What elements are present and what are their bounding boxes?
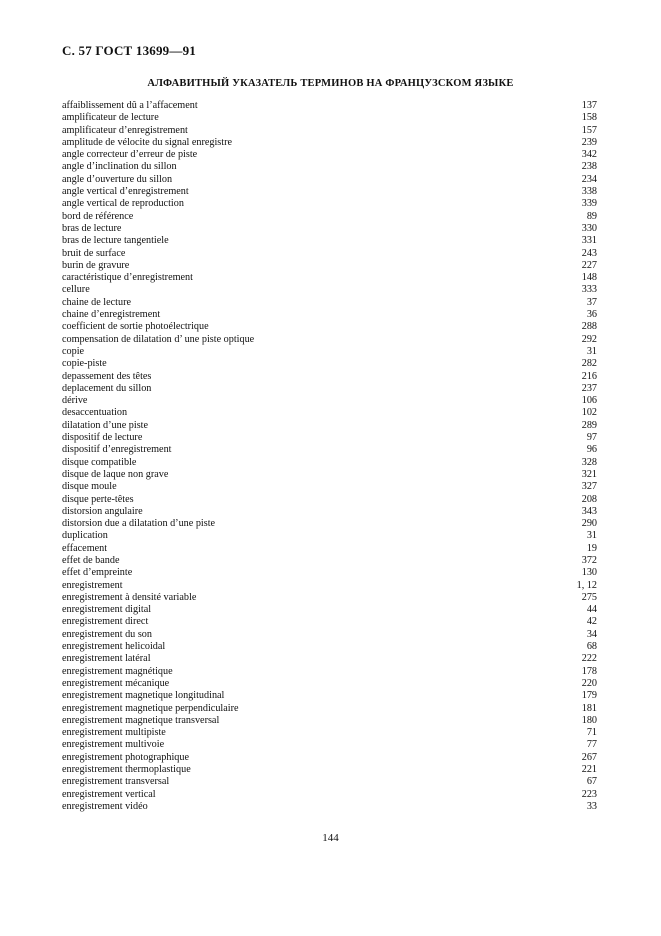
index-entry <box>62 334 597 346</box>
index-term-number: 328 <box>581 456 597 468</box>
index-term-number: 239 <box>581 136 597 148</box>
index-term-number: 282 <box>581 358 597 370</box>
index-term: burin de gravure <box>62 259 130 271</box>
index-entry <box>62 125 597 137</box>
index-term: enregistrement vidéo <box>62 800 148 812</box>
index-term-number: 216 <box>581 370 597 382</box>
index-entry <box>62 149 597 161</box>
index-term: enregistrement thermoplastique <box>62 764 191 776</box>
index-entry <box>62 383 597 395</box>
index-term: enregistrement latéral <box>62 653 151 665</box>
index-entry <box>62 727 597 739</box>
index-term: enregistrement direct <box>62 616 149 628</box>
index-entry <box>62 801 597 813</box>
index-term: enregistrement multivoie <box>62 739 165 751</box>
index-term-number: 180 <box>581 714 597 726</box>
index-term-number: 44 <box>586 604 597 616</box>
index-term-number: 223 <box>581 788 597 800</box>
index-term-number: 227 <box>581 259 597 271</box>
index-entry <box>62 764 597 776</box>
index-term: enregistrement photographique <box>62 751 190 763</box>
index-term: disque perte-têtes <box>62 493 134 505</box>
index-term-number: 343 <box>581 505 597 517</box>
index-term-number: 220 <box>581 677 597 689</box>
index-entry <box>62 100 597 112</box>
index-term-number: 71 <box>586 727 597 739</box>
index-entry <box>62 739 597 751</box>
index-term: enregistrement du son <box>62 628 152 640</box>
index-term-number: 289 <box>581 419 597 431</box>
index-term: enregistrement mécanique <box>62 677 170 689</box>
index-entry <box>62 432 597 444</box>
index-term: copie <box>62 345 85 357</box>
index-entry <box>62 420 597 432</box>
index-entry <box>62 653 597 665</box>
index-term-number: 288 <box>581 321 597 333</box>
index-term-number: 372 <box>581 554 597 566</box>
index-entry <box>62 678 597 690</box>
index-entry <box>62 272 597 284</box>
index-term-number: 37 <box>586 296 597 308</box>
index-term: compensation de dilatation d’ une piste optique <box>62 333 255 345</box>
index-term-number: 331 <box>581 235 597 247</box>
index-term-number: 89 <box>586 210 597 222</box>
index-entry <box>62 198 597 210</box>
index-entry <box>62 506 597 518</box>
index-term-number: 34 <box>586 628 597 640</box>
index-term: chaine de lecture <box>62 296 132 308</box>
index-entry <box>62 284 597 296</box>
index-entry <box>62 592 597 604</box>
index-term-number: 221 <box>581 764 597 776</box>
index-term-number: 33 <box>586 800 597 812</box>
index-entry <box>62 494 597 506</box>
index-term: disque compatible <box>62 456 137 468</box>
index-term-number: 275 <box>581 591 597 603</box>
index-entry <box>62 346 597 358</box>
index-term: angle d’ouverture du sillon <box>62 173 173 185</box>
index-term-number: 222 <box>581 653 597 665</box>
index-term: enregistrement helicoidal <box>62 641 166 653</box>
index-term-number: 234 <box>581 173 597 185</box>
index-entry <box>62 715 597 727</box>
index-term-number: 179 <box>581 690 597 702</box>
index-entry <box>62 518 597 530</box>
index-entry <box>62 616 597 628</box>
index-term: dispositif d’enregistrement <box>62 444 172 456</box>
index-term: copie-piste <box>62 358 107 370</box>
index-term-number: 158 <box>581 112 597 124</box>
term-index-list <box>62 100 597 813</box>
index-entry <box>62 752 597 764</box>
index-term: affaiblissement dû a l’affacement <box>62 100 198 111</box>
index-term-number: 130 <box>581 567 597 579</box>
index-term: angle vertical d’enregistrement <box>62 186 189 198</box>
index-term: dérive <box>62 395 88 407</box>
index-term-number: 77 <box>586 739 597 751</box>
index-entry <box>62 161 597 173</box>
index-entry <box>62 371 597 383</box>
index-term-number: 137 <box>581 100 597 111</box>
index-term: enregistrement magnetique transversal <box>62 714 220 726</box>
index-entry <box>62 481 597 493</box>
index-entry <box>62 211 597 223</box>
index-term: distorsion due a dilatation d’une piste <box>62 518 216 530</box>
index-term-number: 292 <box>581 333 597 345</box>
index-term-number: 237 <box>581 382 597 394</box>
index-term: cellure <box>62 284 90 296</box>
index-term-number: 330 <box>581 222 597 234</box>
index-entry <box>62 666 597 678</box>
index-entry <box>62 543 597 555</box>
index-term-number: 290 <box>581 518 597 530</box>
index-term-number: 31 <box>586 345 597 357</box>
index-entry <box>62 555 597 567</box>
index-term-number: 157 <box>581 124 597 136</box>
index-term-number: 67 <box>586 776 597 788</box>
index-term: effet d’empreinte <box>62 567 133 579</box>
index-term: duplication <box>62 530 108 542</box>
index-entry <box>62 703 597 715</box>
page-header: С. 57 ГОСТ 13699—91 <box>62 43 196 58</box>
index-term: effacement <box>62 542 108 554</box>
index-entry <box>62 530 597 542</box>
index-term: desaccentuation <box>62 407 128 419</box>
index-term: dilatation d’une piste <box>62 419 149 431</box>
index-entry <box>62 309 597 321</box>
index-term: enregistrement transversal <box>62 776 170 788</box>
index-term: deplacement du sillon <box>62 382 152 394</box>
index-term: enregistrement multipiste <box>62 727 166 739</box>
index-entry <box>62 629 597 641</box>
index-term: bras de lecture tangentiele <box>62 235 169 247</box>
index-term-number: 96 <box>586 444 597 456</box>
index-term-number: 1, 12 <box>576 579 597 591</box>
index-entry <box>62 789 597 801</box>
index-entry <box>62 112 597 124</box>
index-term: caractéristique d’enregistrement <box>62 272 193 284</box>
index-term-number: 238 <box>581 161 597 173</box>
index-term: enregistrement à densité variable <box>62 591 197 603</box>
index-term: angle vertical de reproduction <box>62 198 184 210</box>
index-entry <box>62 776 597 788</box>
index-entry <box>62 260 597 272</box>
index-term-number: 339 <box>581 198 597 210</box>
index-term: amplitude de vélocite du signal enregistre <box>62 136 233 148</box>
index-term: angle correcteur d’erreur de piste <box>62 149 198 161</box>
index-term-number: 208 <box>581 493 597 505</box>
index-term-number: 106 <box>581 395 597 407</box>
index-term-number: 333 <box>581 284 597 296</box>
index-term: disque moule <box>62 481 117 493</box>
index-entry <box>62 174 597 186</box>
index-term: enregistrement digital <box>62 604 152 616</box>
index-term: enregistrement <box>62 579 123 591</box>
index-entry <box>62 641 597 653</box>
index-term-number: 102 <box>581 407 597 419</box>
index-entry <box>62 604 597 616</box>
index-term-number: 31 <box>586 530 597 542</box>
index-term-number: 243 <box>581 247 597 259</box>
index-term: chaine d’enregistrement <box>62 309 161 321</box>
index-entry <box>62 248 597 260</box>
index-entry <box>62 395 597 407</box>
index-term: coefficient de sortie photoélectrique <box>62 321 209 333</box>
page-number: 144 <box>322 832 339 844</box>
index-term-number: 19 <box>586 542 597 554</box>
index-entry <box>62 407 597 419</box>
index-term: amplificateur d’enregistrement <box>62 124 188 136</box>
index-term: angle d’inclination du sillon <box>62 161 177 173</box>
index-entry <box>62 444 597 456</box>
index-term-number: 327 <box>581 481 597 493</box>
index-entry <box>62 457 597 469</box>
index-term-number: 267 <box>581 751 597 763</box>
index-term-number: 36 <box>586 309 597 321</box>
index-term: enregistrement magnetique perpendiculaire <box>62 702 239 714</box>
index-term-number: 342 <box>581 149 597 161</box>
index-term: enregistrement vertical <box>62 788 156 800</box>
index-term-number: 321 <box>581 468 597 480</box>
index-term: disque de laque non grave <box>62 468 169 480</box>
index-term: amplificateur de lecture <box>62 112 159 124</box>
index-term-number: 97 <box>586 432 597 444</box>
index-term-number: 178 <box>581 665 597 677</box>
index-entry <box>62 469 597 481</box>
index-entry <box>62 186 597 198</box>
index-term: bras de lecture <box>62 222 122 234</box>
index-entry <box>62 321 597 333</box>
index-term: enregistrement magnétique <box>62 665 173 677</box>
index-title: АЛФАВИТНЫЙ УКАЗАТЕЛЬ ТЕРМИНОВ НА ФРАНЦУЗСКОМ ЯЗЫКЕ <box>147 78 514 89</box>
index-term: distorsion angulaire <box>62 505 143 517</box>
index-entry <box>62 235 597 247</box>
index-entry <box>62 690 597 702</box>
index-term: bruit de surface <box>62 247 126 259</box>
index-term: depassement des têtes <box>62 370 152 382</box>
index-entry <box>62 580 597 592</box>
index-entry <box>62 137 597 149</box>
index-term: enregistrement magnetique longitudinal <box>62 690 225 702</box>
index-term-number: 148 <box>581 272 597 284</box>
index-entry <box>62 567 597 579</box>
index-term-number: 68 <box>586 641 597 653</box>
index-entry <box>62 223 597 235</box>
index-entry <box>62 297 597 309</box>
index-term-number: 42 <box>586 616 597 628</box>
index-term-number: 181 <box>581 702 597 714</box>
index-entry <box>62 358 597 370</box>
index-term: effet de bande <box>62 554 120 566</box>
index-term: bord de référence <box>62 210 134 222</box>
index-term-number: 338 <box>581 186 597 198</box>
index-term: dispositif de lecture <box>62 432 143 444</box>
